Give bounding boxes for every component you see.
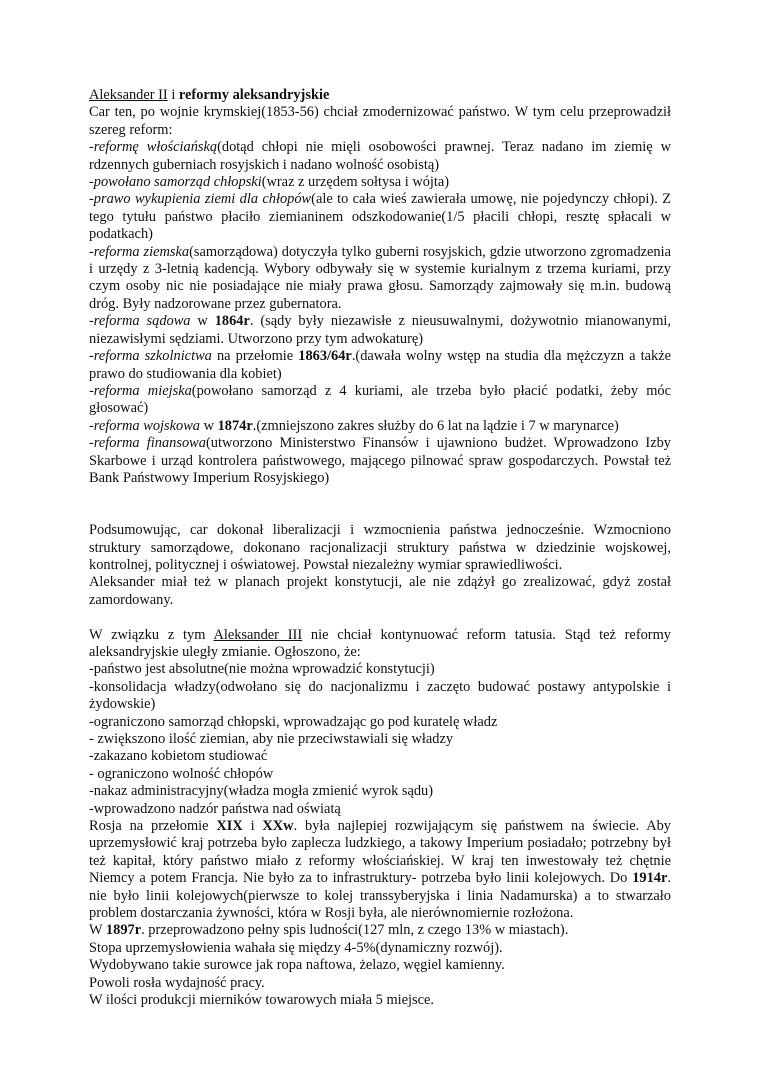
reform-year: 1864r [214, 313, 250, 330]
reform-year: 1874r [217, 417, 253, 434]
reform-military: -reforma wojskowa w 1874r.(zmniejszono zakres służby do 6 lat na lądzie i 7 w marynarce) [89, 417, 619, 434]
closing-line: W ilości produkcji mierników towarowych miała 5 miejsce. [89, 992, 435, 1009]
paragraph-gap [89, 609, 671, 626]
list-item: -zakazano kobietom studiować [89, 748, 268, 765]
closing-line: Stopa uprzemysłowienia wahała się między 4-5%(dynamiczny rozwój). [89, 939, 503, 956]
reform-name: -reforma sądowa [89, 313, 191, 330]
century-xix: XIX [216, 818, 243, 835]
reform-peasant-selfgov: -powołano samorząd chłopski(wraz z urzędem sołtysa i wójta) [89, 174, 450, 191]
title-name: Aleksander II [89, 87, 168, 103]
list-item: -konsolidacja władzy(odwołano się do nacjonalizmu i zaczęto budować postawy antypolskie i żydowskie) [89, 678, 671, 713]
document-title [89, 87, 671, 104]
list-item: -ograniczono samorząd chłopski, wprowadzając go pod kuratelę władz [89, 713, 498, 730]
year-1914: 1914r [632, 870, 668, 887]
intro-paragraph: Car ten, po wojnie krymskiej(1853-56) chciał zmodernizować państwo. W tym celu przeprowadził szereg reform: [89, 104, 671, 138]
paragraph-gap [89, 505, 671, 522]
reform-financial: -reforma finansowa(utworzono Ministerstwo Finansów i ujawniono budżet. Wprowadzono Izby Skarbowe i urząd kontrolera państwowego, mającego pilnować spraw gospodarczych. Powstał też Bank Państwowy Imperium Rosyjskiego) [89, 435, 671, 486]
list-item: -wprowadzono nadzór państwa nad oświatą [89, 800, 341, 817]
alexander-iii-name: Aleksander III [213, 626, 303, 643]
list-item: - ograniczono wolność chłopów [89, 765, 274, 782]
reform-education: -reforma szkolnictwa na przełomie 1863/64r.(dawała wolny wstęp na studia dla mężczyzn a także prawo do studiowania dla kobiet) [89, 348, 671, 382]
document-page [89, 87, 671, 1009]
title-bold: reformy aleksandryjskie [178, 87, 330, 103]
reform-name: -reforma wojskowa [89, 417, 200, 434]
constitution-paragraph: Aleksander miał też w planach projekt konstytucji, ale nie zdążył go zrealizować, gdyż został zamordowany. [89, 574, 671, 608]
list-item: -państwo jest absolutne(nie można wprowadzić konstytucji) [89, 661, 435, 678]
reform-year: 1863/64r [298, 348, 352, 365]
census-paragraph: W 1897r. przeprowadzono pełny spis ludności(127 mln, z czego 13% w miastach). [89, 922, 569, 939]
census-year: 1897r [105, 922, 142, 939]
century-xx: XXw [262, 818, 294, 835]
reform-municipal: -reforma miejska(powołano samorząd z 4 kuriami, ale trzeba było płacić podatki, żeby móc głosować) [89, 382, 672, 417]
economy-paragraph: Rosja na przełomie XIX i XXw. była najlepiej rozwijającym się państwem na świecie. Aby uprzemysłowić kraj potrzeba było zaplecza ludzkiego, a takowy Imperium posiadało; potrzebny był też kapitał, który państwo miało z reformy włościańskiej. W kraj ten inwestowały też chętnie Niemcy a potem Francja. Nie było za to infrastruktury- potrzeba było linii kolejowych. Do 1914r. nie było linii kolejowych(pierwsze to kolej transsyberyjska i linia Nadamurska) a to stwarzało problem dostarczania żywności, która w Rosji była, ale nierównomiernie rozłożona. [89, 818, 671, 922]
reform-name: -reforma finansowa [89, 435, 206, 452]
summary-paragraph: Podsumowując, car dokonał liberalizacji i wzmocnienia państwa jednocześnie. Wzmocniono struktury samorządowe, dokonano racjonalizacji struktury państwa w dziedzinie wojskowej, kontrolnej, politycznej i oświatowej. Powstał niezależny wymiar sprawiedliwości. [89, 522, 671, 573]
alexander-iii-paragraph: W związku z tym Aleksander III nie chciał kontynuować reform tatusia. Stąd też reformy aleksandryjskie uległy zmianie. Ogłoszono, że: [89, 626, 671, 660]
list-item: -nakaz administracyjny(władza mogła zmienić wyrok sądu) [89, 783, 434, 800]
closing-line: Wydobywano takie surowce jak ropa naftowa, żelazo, węgiel kamienny. [89, 957, 505, 974]
title-conj: i [167, 87, 179, 103]
paragraph-gap [89, 487, 671, 504]
reform-peasant: -reformę włościańską(dotąd chłopi nie mięli osobowości prawnej. Teraz nadano im ziemię w rdzennych guberniach rosyjskich i nadano wolność osobistą) [89, 139, 671, 173]
reform-name: -reforma ziemska [89, 243, 190, 260]
reform-name: -prawo wykupienia ziemi dla chłopów [89, 191, 312, 208]
reform-land-purchase: -prawo wykupienia ziemi dla chłopów(ale to cała wieś zawierała umowę, nie pojedynczy chłopi). Z tego tytułu państwo płaciło ziemianinem odszkodowanie(1/5 płacili chłopi, resztę spłacali w podatkach) [89, 191, 671, 243]
reform-name: -reforma szkolnictwa [89, 348, 212, 365]
closing-line: Powoli rosła wydajność pracy. [89, 974, 265, 991]
reform-name: -reformę włościańską [89, 139, 218, 156]
list-item: - zwiększono ilość ziemian, aby nie przeciwstawiali się władzy [89, 730, 454, 747]
reform-zemstvo: -reforma ziemska(samorządowa) dotyczyła tylko guberni rosyjskich, gdzie utworzono zgromadzenia i urzędy z 3-letnią kadencją. Wybory odbywały się w systemie kurialnym z trzema kuriami, przy czym osoby nic nie posiadające nie miały prawa głosu. Samorządy zajmowały się m.in. budową dróg. Były nadzorowane przez gubernatora. [89, 243, 671, 312]
reform-judicial: -reforma sądowa w 1864r. (sądy były niezawisłe z nieusuwalnymi, dożywotnio mianowanymi, niezawisłymi sędziami. Utworzono przy tym adwokaturę) [89, 313, 671, 347]
reform-name: -powołano samorząd chłopski [89, 174, 262, 191]
reform-name: -reforma miejska [89, 382, 192, 399]
